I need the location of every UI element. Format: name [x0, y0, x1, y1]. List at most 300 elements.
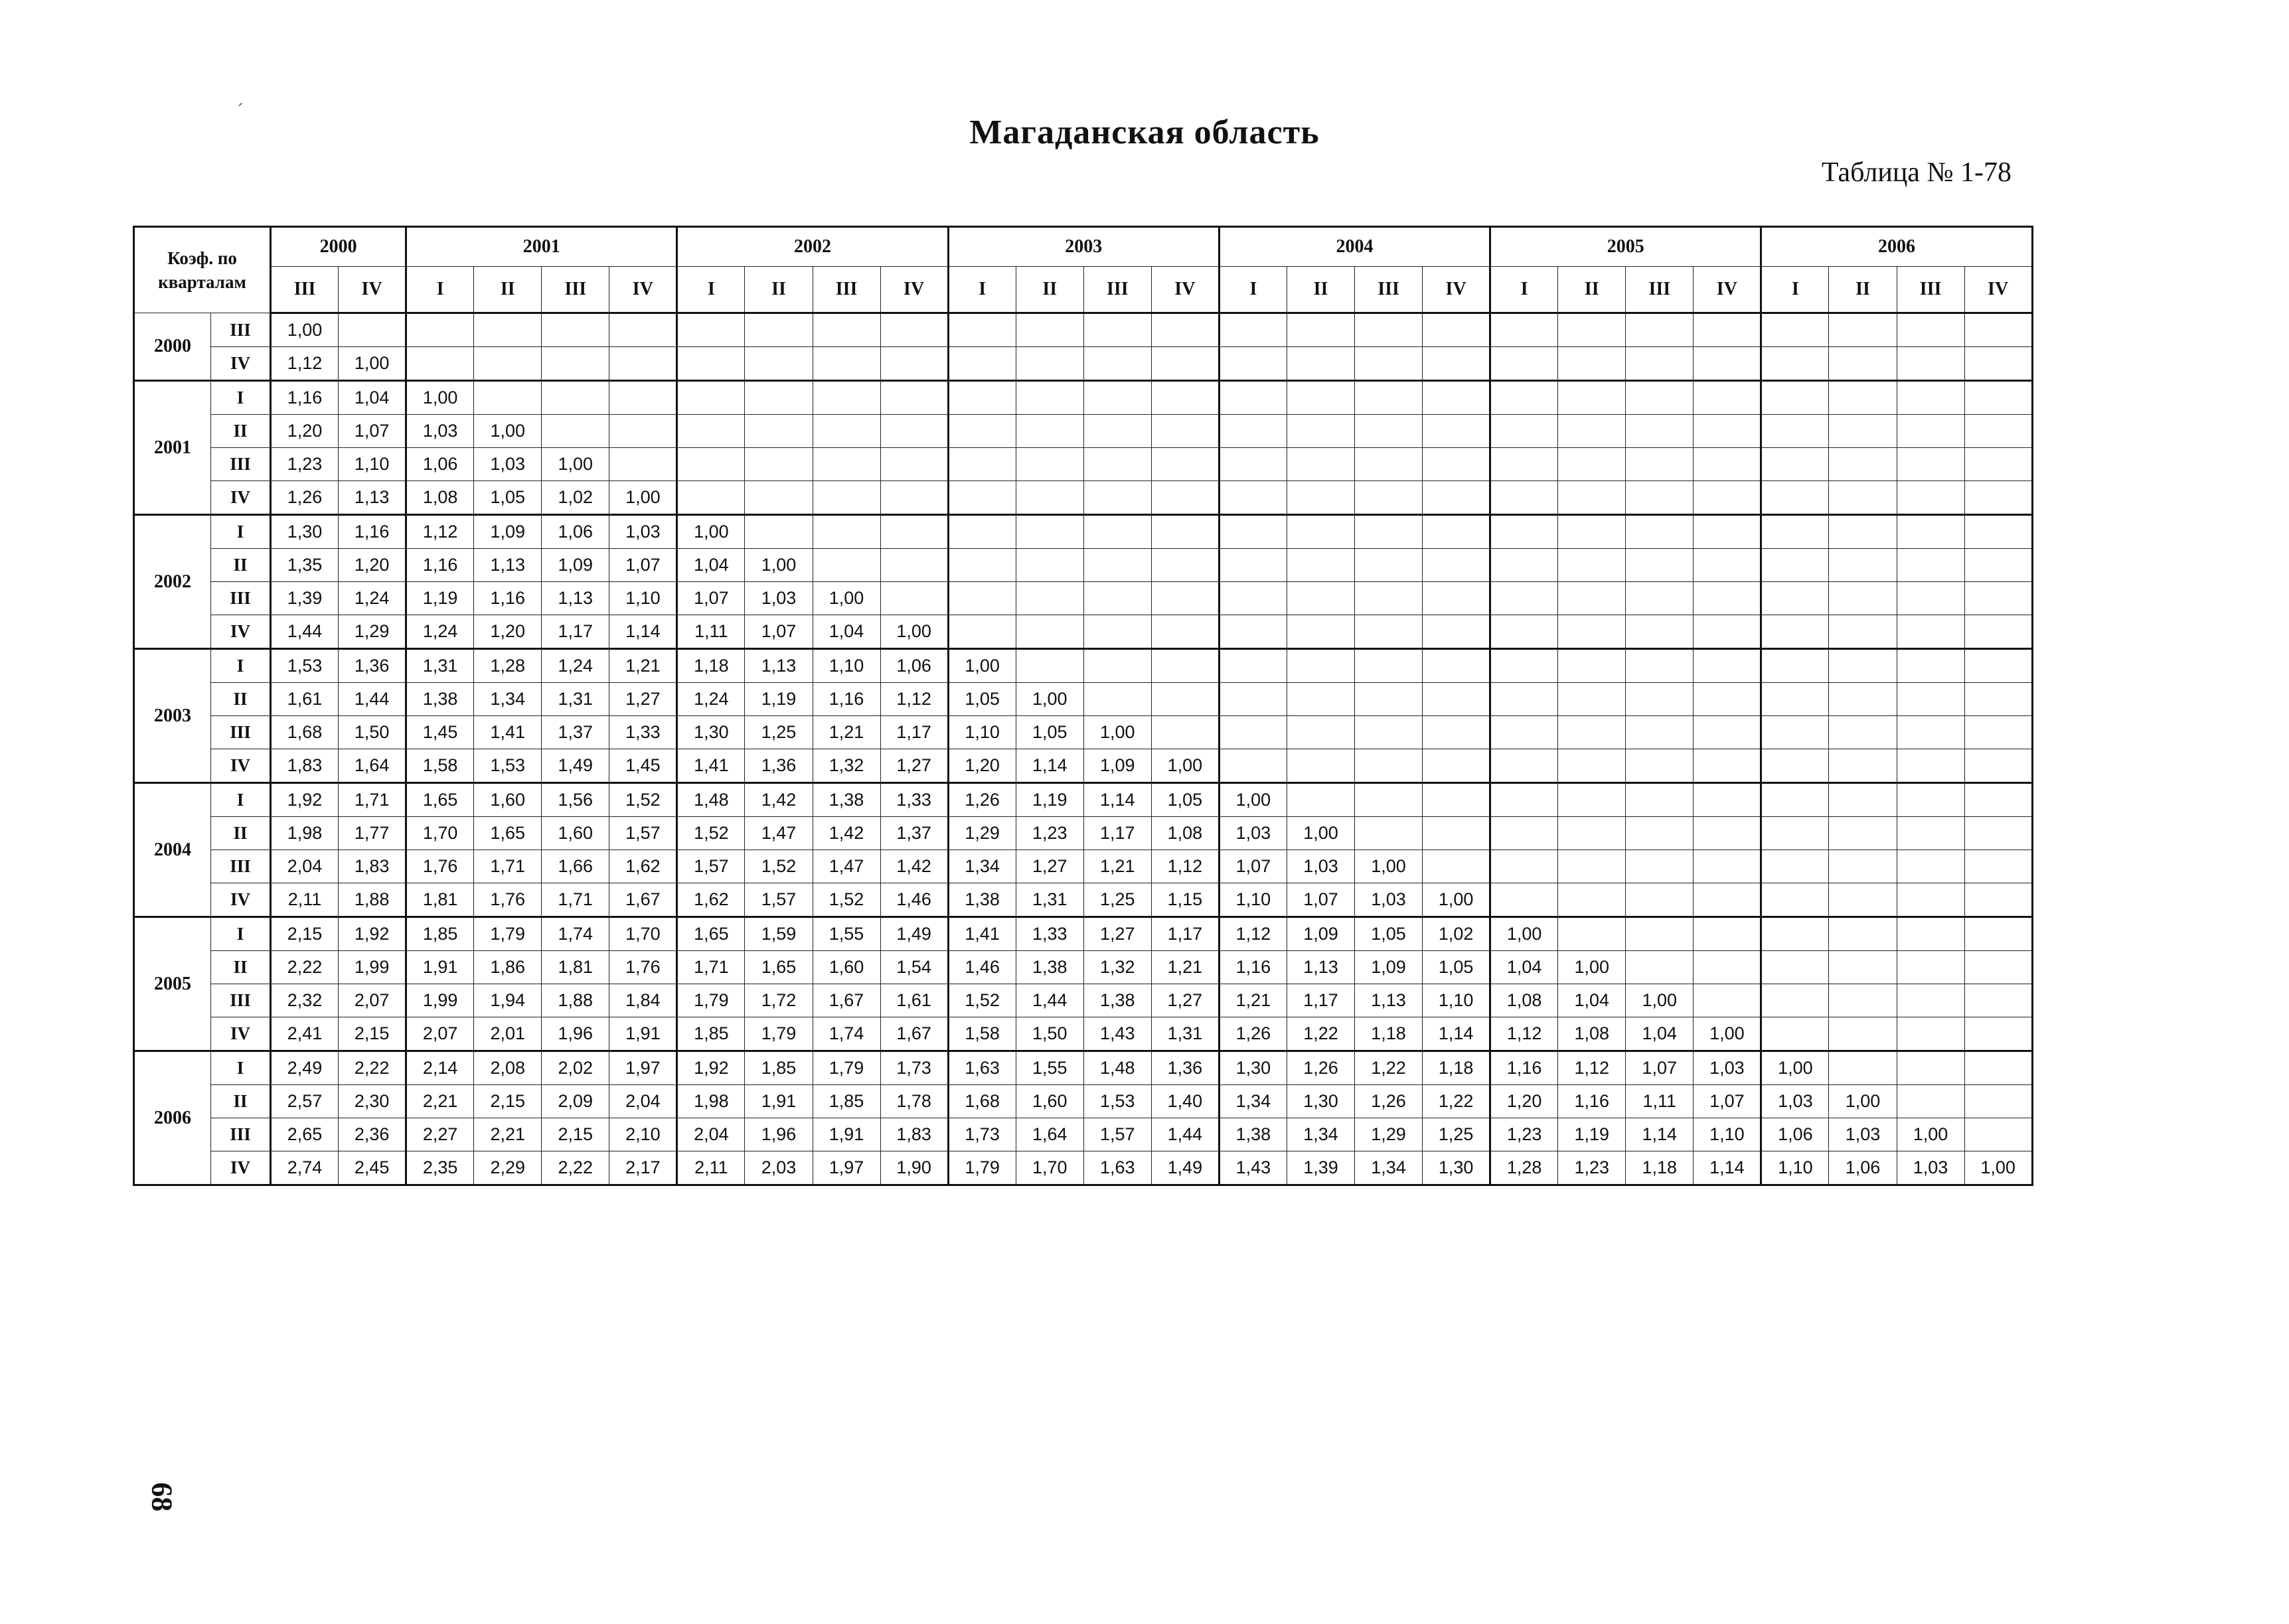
- coefficient-cell: 1,00: [1761, 1051, 1829, 1085]
- coefficient-cell: [1151, 683, 1219, 716]
- coefficient-cell: [745, 415, 813, 448]
- coefficient-cell: [1287, 683, 1354, 716]
- coefficient-cell: 2,22: [339, 1051, 406, 1085]
- coefficient-cell: [1490, 381, 1558, 415]
- header-year-2001: 2001: [406, 227, 677, 267]
- coefficient-cell: 1,13: [542, 582, 609, 615]
- coefficient-cell: [1490, 716, 1558, 749]
- coefficient-cell: [1626, 615, 1694, 649]
- coefficient-cell: [1761, 783, 1829, 817]
- coefficient-cell: [1964, 749, 2032, 783]
- stray-mark: ˊ: [237, 100, 244, 121]
- table-row: [134, 783, 2033, 817]
- row-quarter-label: III: [211, 1118, 271, 1151]
- coefficient-cell: [1490, 582, 1558, 615]
- coefficient-cell: [948, 381, 1016, 415]
- coefficient-cell: [1626, 313, 1694, 347]
- coefficient-cell: 1,08: [1151, 817, 1219, 850]
- coefficient-cell: 1,00: [542, 448, 609, 481]
- coefficient-cell: 1,03: [1829, 1118, 1897, 1151]
- coefficient-cell: [1083, 683, 1151, 716]
- coefficient-cell: 1,23: [1558, 1151, 1626, 1185]
- coefficient-cell: 1,27: [1083, 917, 1151, 951]
- coefficient-cell: 1,65: [474, 817, 542, 850]
- corner-label-line1: Коэф. по: [167, 248, 237, 268]
- coefficient-cell: 1,07: [745, 615, 813, 649]
- coefficient-cell: 2,07: [339, 984, 406, 1017]
- coefficient-cell: [1829, 850, 1897, 883]
- row-quarter-label: I: [211, 1051, 271, 1085]
- coefficient-cell: 1,52: [745, 850, 813, 883]
- coefficient-cell: 1,17: [1151, 917, 1219, 951]
- coefficient-cell: [1287, 481, 1354, 515]
- coefficient-cell: [1287, 582, 1354, 615]
- coefficient-cell: 1,31: [1016, 883, 1083, 917]
- coefficient-cell: 1,23: [1016, 817, 1083, 850]
- coefficient-cell: [1626, 749, 1694, 783]
- coefficient-cell: [1083, 515, 1151, 549]
- coefficient-cell: 1,53: [474, 749, 542, 783]
- coefficient-cell: 1,27: [880, 749, 948, 783]
- coefficient-cell: [1829, 984, 1897, 1017]
- header-quarter-2002-IV: IV: [880, 267, 948, 313]
- row-year-2004: 2004: [134, 783, 211, 917]
- coefficient-cell: 1,03: [474, 448, 542, 481]
- coefficient-cell: 1,08: [1490, 984, 1558, 1017]
- coefficient-cell: [1829, 749, 1897, 783]
- coefficient-cell: 1,24: [677, 683, 745, 716]
- row-quarter-label: III: [211, 582, 271, 615]
- coefficient-cell: [1016, 381, 1083, 415]
- coefficient-cell: [1761, 649, 1829, 683]
- coefficient-cell: 1,70: [406, 817, 474, 850]
- coefficient-cell: 1,59: [745, 917, 813, 951]
- coefficient-cell: 1,14: [1083, 783, 1151, 817]
- coefficient-cell: 1,27: [1151, 984, 1219, 1017]
- coefficient-cell: 1,63: [1083, 1151, 1151, 1185]
- coefficient-cell: 1,79: [813, 1051, 880, 1085]
- row-quarter-label: II: [211, 683, 271, 716]
- header-quarter-2006-II: II: [1829, 267, 1897, 313]
- coefficient-cell: 1,28: [1490, 1151, 1558, 1185]
- coefficient-cell: 1,25: [1083, 883, 1151, 917]
- coefficient-cell: [948, 415, 1016, 448]
- coefficient-cell: [1219, 381, 1287, 415]
- coefficient-cell: 1,00: [1016, 683, 1083, 716]
- coefficient-cell: 1,22: [1423, 1085, 1490, 1118]
- coefficient-cell: 1,39: [271, 582, 339, 615]
- coefficient-cell: 1,00: [1490, 917, 1558, 951]
- coefficient-cell: [1423, 783, 1490, 817]
- coefficient-cell: 1,49: [542, 749, 609, 783]
- coefficient-cell: 1,76: [406, 850, 474, 883]
- coefficient-cell: [745, 381, 813, 415]
- table-row: [134, 883, 2033, 917]
- coefficient-cell: [1083, 649, 1151, 683]
- coefficient-cell: [1964, 347, 2032, 381]
- coefficient-cell: 1,85: [813, 1085, 880, 1118]
- coefficient-cell: 1,60: [813, 951, 880, 984]
- coefficient-cell: 1,11: [677, 615, 745, 649]
- coefficient-cell: 1,00: [1829, 1085, 1897, 1118]
- coefficient-cell: [542, 347, 609, 381]
- coefficient-cell: 1,09: [474, 515, 542, 549]
- coefficient-cell: [609, 313, 677, 347]
- table-row: [134, 1151, 2033, 1185]
- coefficient-cell: [339, 313, 406, 347]
- coefficient-cell: 1,39: [1287, 1151, 1354, 1185]
- coefficient-cell: [1761, 683, 1829, 716]
- coefficient-cell: 1,30: [1423, 1151, 1490, 1185]
- coefficient-cell: [1694, 347, 1761, 381]
- header-quarter-row: [134, 267, 2033, 313]
- coefficient-cell: 2,21: [474, 1118, 542, 1151]
- table-header: [134, 227, 2033, 313]
- coefficient-cell: [1761, 883, 1829, 917]
- coefficient-cell: 2,15: [474, 1085, 542, 1118]
- header-year-2000: 2000: [271, 227, 406, 267]
- coefficient-cell: [1083, 381, 1151, 415]
- coefficient-cell: 1,09: [1083, 749, 1151, 783]
- coefficient-cell: [1694, 850, 1761, 883]
- corner-label: [134, 227, 271, 313]
- coefficient-cell: [677, 347, 745, 381]
- coefficient-cell: [1558, 817, 1626, 850]
- coefficient-cell: 1,74: [542, 917, 609, 951]
- coefficient-cell: 1,13: [745, 649, 813, 683]
- coefficient-cell: [1897, 381, 1964, 415]
- coefficient-cell: 2,02: [542, 1051, 609, 1085]
- table-row: [134, 381, 2033, 415]
- coefficient-cell: 1,44: [1151, 1118, 1219, 1151]
- coefficient-cell: 1,09: [542, 549, 609, 582]
- coefficient-cell: [1964, 515, 2032, 549]
- coefficient-cell: 1,09: [1287, 917, 1354, 951]
- coefficient-cell: 1,88: [339, 883, 406, 917]
- coefficient-cell: 1,07: [1694, 1085, 1761, 1118]
- coefficient-cell: 1,70: [1016, 1151, 1083, 1185]
- table-body: [134, 313, 2033, 1185]
- coefficient-cell: 1,20: [271, 415, 339, 448]
- coefficient-cell: 1,85: [745, 1051, 813, 1085]
- coefficient-cell: 1,03: [406, 415, 474, 448]
- row-quarter-label: IV: [211, 347, 271, 381]
- coefficient-cell: 1,49: [880, 917, 948, 951]
- coefficient-cell: 1,44: [271, 615, 339, 649]
- header-quarter-2000-IV: IV: [339, 267, 406, 313]
- coefficient-cell: [1287, 415, 1354, 448]
- coefficient-cell: 1,50: [1016, 1017, 1083, 1051]
- coefficient-cell: 1,10: [813, 649, 880, 683]
- coefficient-cell: [1287, 448, 1354, 481]
- coefficient-cell: 1,30: [1287, 1085, 1354, 1118]
- coefficient-cell: [1423, 347, 1490, 381]
- coefficient-cell: [1490, 850, 1558, 883]
- coefficient-cell: [948, 347, 1016, 381]
- header-quarter-2004-III: III: [1355, 267, 1423, 313]
- coefficient-cell: 1,00: [1423, 883, 1490, 917]
- coefficient-cell: 1,10: [339, 448, 406, 481]
- coefficient-cell: [948, 313, 1016, 347]
- coefficient-cell: 1,61: [271, 683, 339, 716]
- coefficient-cell: 1,68: [271, 716, 339, 749]
- coefficient-cell: 1,24: [339, 582, 406, 615]
- coefficient-cell: [1355, 448, 1423, 481]
- coefficient-cell: [1423, 749, 1490, 783]
- coefficient-cell: 1,13: [339, 481, 406, 515]
- coefficient-cell: 1,36: [1151, 1051, 1219, 1085]
- coefficient-cell: 1,50: [339, 716, 406, 749]
- coefficient-cell: 1,20: [339, 549, 406, 582]
- header-quarter-2005-I: I: [1490, 267, 1558, 313]
- coefficient-cell: 1,61: [880, 984, 948, 1017]
- coefficient-cell: 1,35: [271, 549, 339, 582]
- coefficient-cell: 1,73: [948, 1118, 1016, 1151]
- coefficient-cell: [1151, 347, 1219, 381]
- coefficient-cell: 1,16: [339, 515, 406, 549]
- row-quarter-label: II: [211, 817, 271, 850]
- coefficient-cell: 1,32: [1083, 951, 1151, 984]
- coefficient-cell: 1,23: [271, 448, 339, 481]
- header-quarter-2005-III: III: [1626, 267, 1694, 313]
- coefficient-cell: 1,37: [880, 817, 948, 850]
- coefficient-cell: [1355, 347, 1423, 381]
- coefficient-cell: 1,00: [1219, 783, 1287, 817]
- coefficient-cell: [1151, 381, 1219, 415]
- header-quarter-2002-I: I: [677, 267, 745, 313]
- coefficient-cell: [1761, 1017, 1829, 1051]
- page-number: 68: [145, 1482, 179, 1512]
- coefficient-cell: [1964, 1017, 2032, 1051]
- coefficient-cell: [1355, 313, 1423, 347]
- coefficient-cell: 1,20: [474, 615, 542, 649]
- coefficient-cell: [1151, 582, 1219, 615]
- coefficient-cell: [1761, 381, 1829, 415]
- coefficient-cell: [1829, 883, 1897, 917]
- coefficient-cell: 2,11: [271, 883, 339, 917]
- coefficient-cell: [1694, 582, 1761, 615]
- coefficient-cell: 1,28: [474, 649, 542, 683]
- coefficient-cell: [1694, 549, 1761, 582]
- coefficient-cell: [1355, 749, 1423, 783]
- table-row: [134, 515, 2033, 549]
- coefficient-cell: 2,22: [542, 1151, 609, 1185]
- coefficient-cell: [1355, 415, 1423, 448]
- coefficient-cell: [1829, 515, 1897, 549]
- coefficient-cell: 1,19: [1016, 783, 1083, 817]
- coefficient-cell: 1,91: [406, 951, 474, 984]
- coefficient-cell: 1,34: [1355, 1151, 1423, 1185]
- coefficient-cell: 1,12: [406, 515, 474, 549]
- coefficient-cell: [1761, 481, 1829, 515]
- coefficient-cell: [1490, 649, 1558, 683]
- coefficient-cell: 1,85: [406, 917, 474, 951]
- coefficient-cell: [1964, 716, 2032, 749]
- coefficient-cell: 2,74: [271, 1151, 339, 1185]
- coefficient-cell: [1558, 515, 1626, 549]
- coefficient-cell: [1423, 481, 1490, 515]
- coefficient-cell: [1761, 582, 1829, 615]
- coefficient-cell: [1490, 448, 1558, 481]
- coefficient-cell: 2,32: [271, 984, 339, 1017]
- coefficient-cell: 1,04: [1626, 1017, 1694, 1051]
- coefficient-cell: 1,31: [406, 649, 474, 683]
- coefficient-cell: [1423, 649, 1490, 683]
- row-quarter-label: IV: [211, 749, 271, 783]
- coefficient-cell: [609, 381, 677, 415]
- coefficient-cell: [1829, 381, 1897, 415]
- table-row: [134, 1051, 2033, 1085]
- coefficient-cell: [1964, 415, 2032, 448]
- coefficient-cell: 1,10: [1219, 883, 1287, 917]
- coefficient-cell: 1,18: [1423, 1051, 1490, 1085]
- coefficient-cell: [1964, 817, 2032, 850]
- header-quarter-2006-I: I: [1761, 267, 1829, 313]
- coefficient-cell: [1964, 313, 2032, 347]
- coefficient-cell: 1,16: [406, 549, 474, 582]
- coefficient-cell: 1,26: [1355, 1085, 1423, 1118]
- coefficient-cell: 1,49: [1151, 1151, 1219, 1185]
- coefficient-cell: 1,67: [609, 883, 677, 917]
- table-row: [134, 549, 2033, 582]
- coefficient-cell: [406, 313, 474, 347]
- row-quarter-label: III: [211, 984, 271, 1017]
- coefficient-cell: 1,00: [813, 582, 880, 615]
- coefficient-cell: [1964, 1085, 2032, 1118]
- coefficient-cell: [745, 481, 813, 515]
- coefficient-cell: 2,27: [406, 1118, 474, 1151]
- coefficient-cell: 1,21: [1151, 951, 1219, 984]
- coefficient-cell: [1558, 850, 1626, 883]
- coefficient-cell: [1016, 582, 1083, 615]
- coefficient-cell: 1,06: [542, 515, 609, 549]
- header-quarter-2004-IV: IV: [1423, 267, 1490, 313]
- coefficient-cell: [1761, 951, 1829, 984]
- coefficient-cell: 1,17: [1287, 984, 1354, 1017]
- coefficient-cell: [1423, 615, 1490, 649]
- coefficient-cell: 1,92: [339, 917, 406, 951]
- coefficient-cell: [1558, 582, 1626, 615]
- coefficient-cell: 1,07: [1219, 850, 1287, 883]
- coefficient-cell: 1,30: [1219, 1051, 1287, 1085]
- coefficient-cell: 1,03: [1694, 1051, 1761, 1085]
- coefficient-cell: [677, 448, 745, 481]
- coefficient-cell: [1964, 582, 2032, 615]
- row-quarter-label: III: [211, 716, 271, 749]
- coefficient-cell: 1,03: [745, 582, 813, 615]
- coefficient-cell: 1,45: [609, 749, 677, 783]
- table-row: [134, 716, 2033, 749]
- coefficient-cell: [1694, 883, 1761, 917]
- coefficient-cell: 1,18: [1355, 1017, 1423, 1051]
- coefficient-cell: [1287, 649, 1354, 683]
- coefficient-cell: [1151, 615, 1219, 649]
- coefficient-cell: 2,57: [271, 1085, 339, 1118]
- coefficient-cell: 1,12: [1558, 1051, 1626, 1085]
- coefficient-cell: 1,16: [1219, 951, 1287, 984]
- coefficient-cell: [1626, 917, 1694, 951]
- coefficient-cell: [880, 415, 948, 448]
- coefficient-cell: [1897, 1051, 1964, 1085]
- coefficient-cell: [1694, 448, 1761, 481]
- coefficient-cell: [1829, 347, 1897, 381]
- coefficient-cell: [1219, 649, 1287, 683]
- coefficient-cell: [1761, 850, 1829, 883]
- coefficient-cell: [1219, 716, 1287, 749]
- coefficient-cell: [1151, 549, 1219, 582]
- coefficient-cell: [609, 347, 677, 381]
- coefficient-cell: [1694, 917, 1761, 951]
- coefficient-cell: [1694, 716, 1761, 749]
- coefficient-cell: 1,72: [745, 984, 813, 1017]
- coefficient-cell: [1219, 515, 1287, 549]
- coefficient-cell: 1,91: [813, 1118, 880, 1151]
- coefficient-cell: 1,20: [1490, 1085, 1558, 1118]
- coefficient-cell: 1,00: [271, 313, 339, 347]
- coefficient-cell: [1897, 984, 1964, 1017]
- coefficient-cell: [1626, 649, 1694, 683]
- coefficient-cell: [1964, 1118, 2032, 1151]
- coefficient-cell: [880, 481, 948, 515]
- coefficient-cell: 1,64: [1016, 1118, 1083, 1151]
- coefficient-cell: [1897, 347, 1964, 381]
- coefficient-cell: 1,06: [1829, 1151, 1897, 1185]
- coefficient-cell: 1,13: [1287, 951, 1354, 984]
- table-row: [134, 415, 2033, 448]
- coefficient-cell: 1,71: [474, 850, 542, 883]
- table-row: [134, 582, 2033, 615]
- coefficient-cell: [813, 515, 880, 549]
- row-quarter-label: II: [211, 1085, 271, 1118]
- coefficient-cell: [1897, 515, 1964, 549]
- coefficient-cell: [1626, 582, 1694, 615]
- coefficient-cell: 1,05: [1151, 783, 1219, 817]
- coefficient-cell: [1423, 850, 1490, 883]
- coefficient-cell: [1829, 448, 1897, 481]
- coefficient-cell: [1829, 549, 1897, 582]
- coefficient-cell: 1,66: [542, 850, 609, 883]
- coefficient-cell: [1829, 415, 1897, 448]
- coefficient-cell: 1,67: [813, 984, 880, 1017]
- coefficient-cell: 1,38: [1016, 951, 1083, 984]
- coefficient-cell: [1626, 515, 1694, 549]
- coefficient-cell: 1,73: [880, 1051, 948, 1085]
- header-quarter-2005-II: II: [1558, 267, 1626, 313]
- header-year-2003: 2003: [948, 227, 1219, 267]
- coefficient-cell: [1897, 415, 1964, 448]
- header-quarter-2000-III: III: [271, 267, 339, 313]
- coefficient-cell: [1558, 649, 1626, 683]
- coefficient-cell: [406, 347, 474, 381]
- row-quarter-label: I: [211, 515, 271, 549]
- coefficient-cell: 1,14: [1423, 1017, 1490, 1051]
- coefficient-cell: [1761, 313, 1829, 347]
- coefficient-cell: 1,04: [1558, 984, 1626, 1017]
- coefficient-cell: 1,55: [1016, 1051, 1083, 1085]
- coefficient-cell: 1,20: [948, 749, 1016, 783]
- coefficient-cell: [1490, 783, 1558, 817]
- coefficient-cell: [1694, 951, 1761, 984]
- coefficient-cell: [1355, 783, 1423, 817]
- coefficient-cell: [813, 313, 880, 347]
- coefficient-cell: 1,79: [677, 984, 745, 1017]
- coefficient-cell: [1016, 549, 1083, 582]
- coefficient-cell: [1829, 917, 1897, 951]
- coefficient-cell: [1423, 549, 1490, 582]
- coefficient-cell: 1,79: [745, 1017, 813, 1051]
- coefficient-cell: 1,07: [1626, 1051, 1694, 1085]
- coefficient-cell: [1016, 481, 1083, 515]
